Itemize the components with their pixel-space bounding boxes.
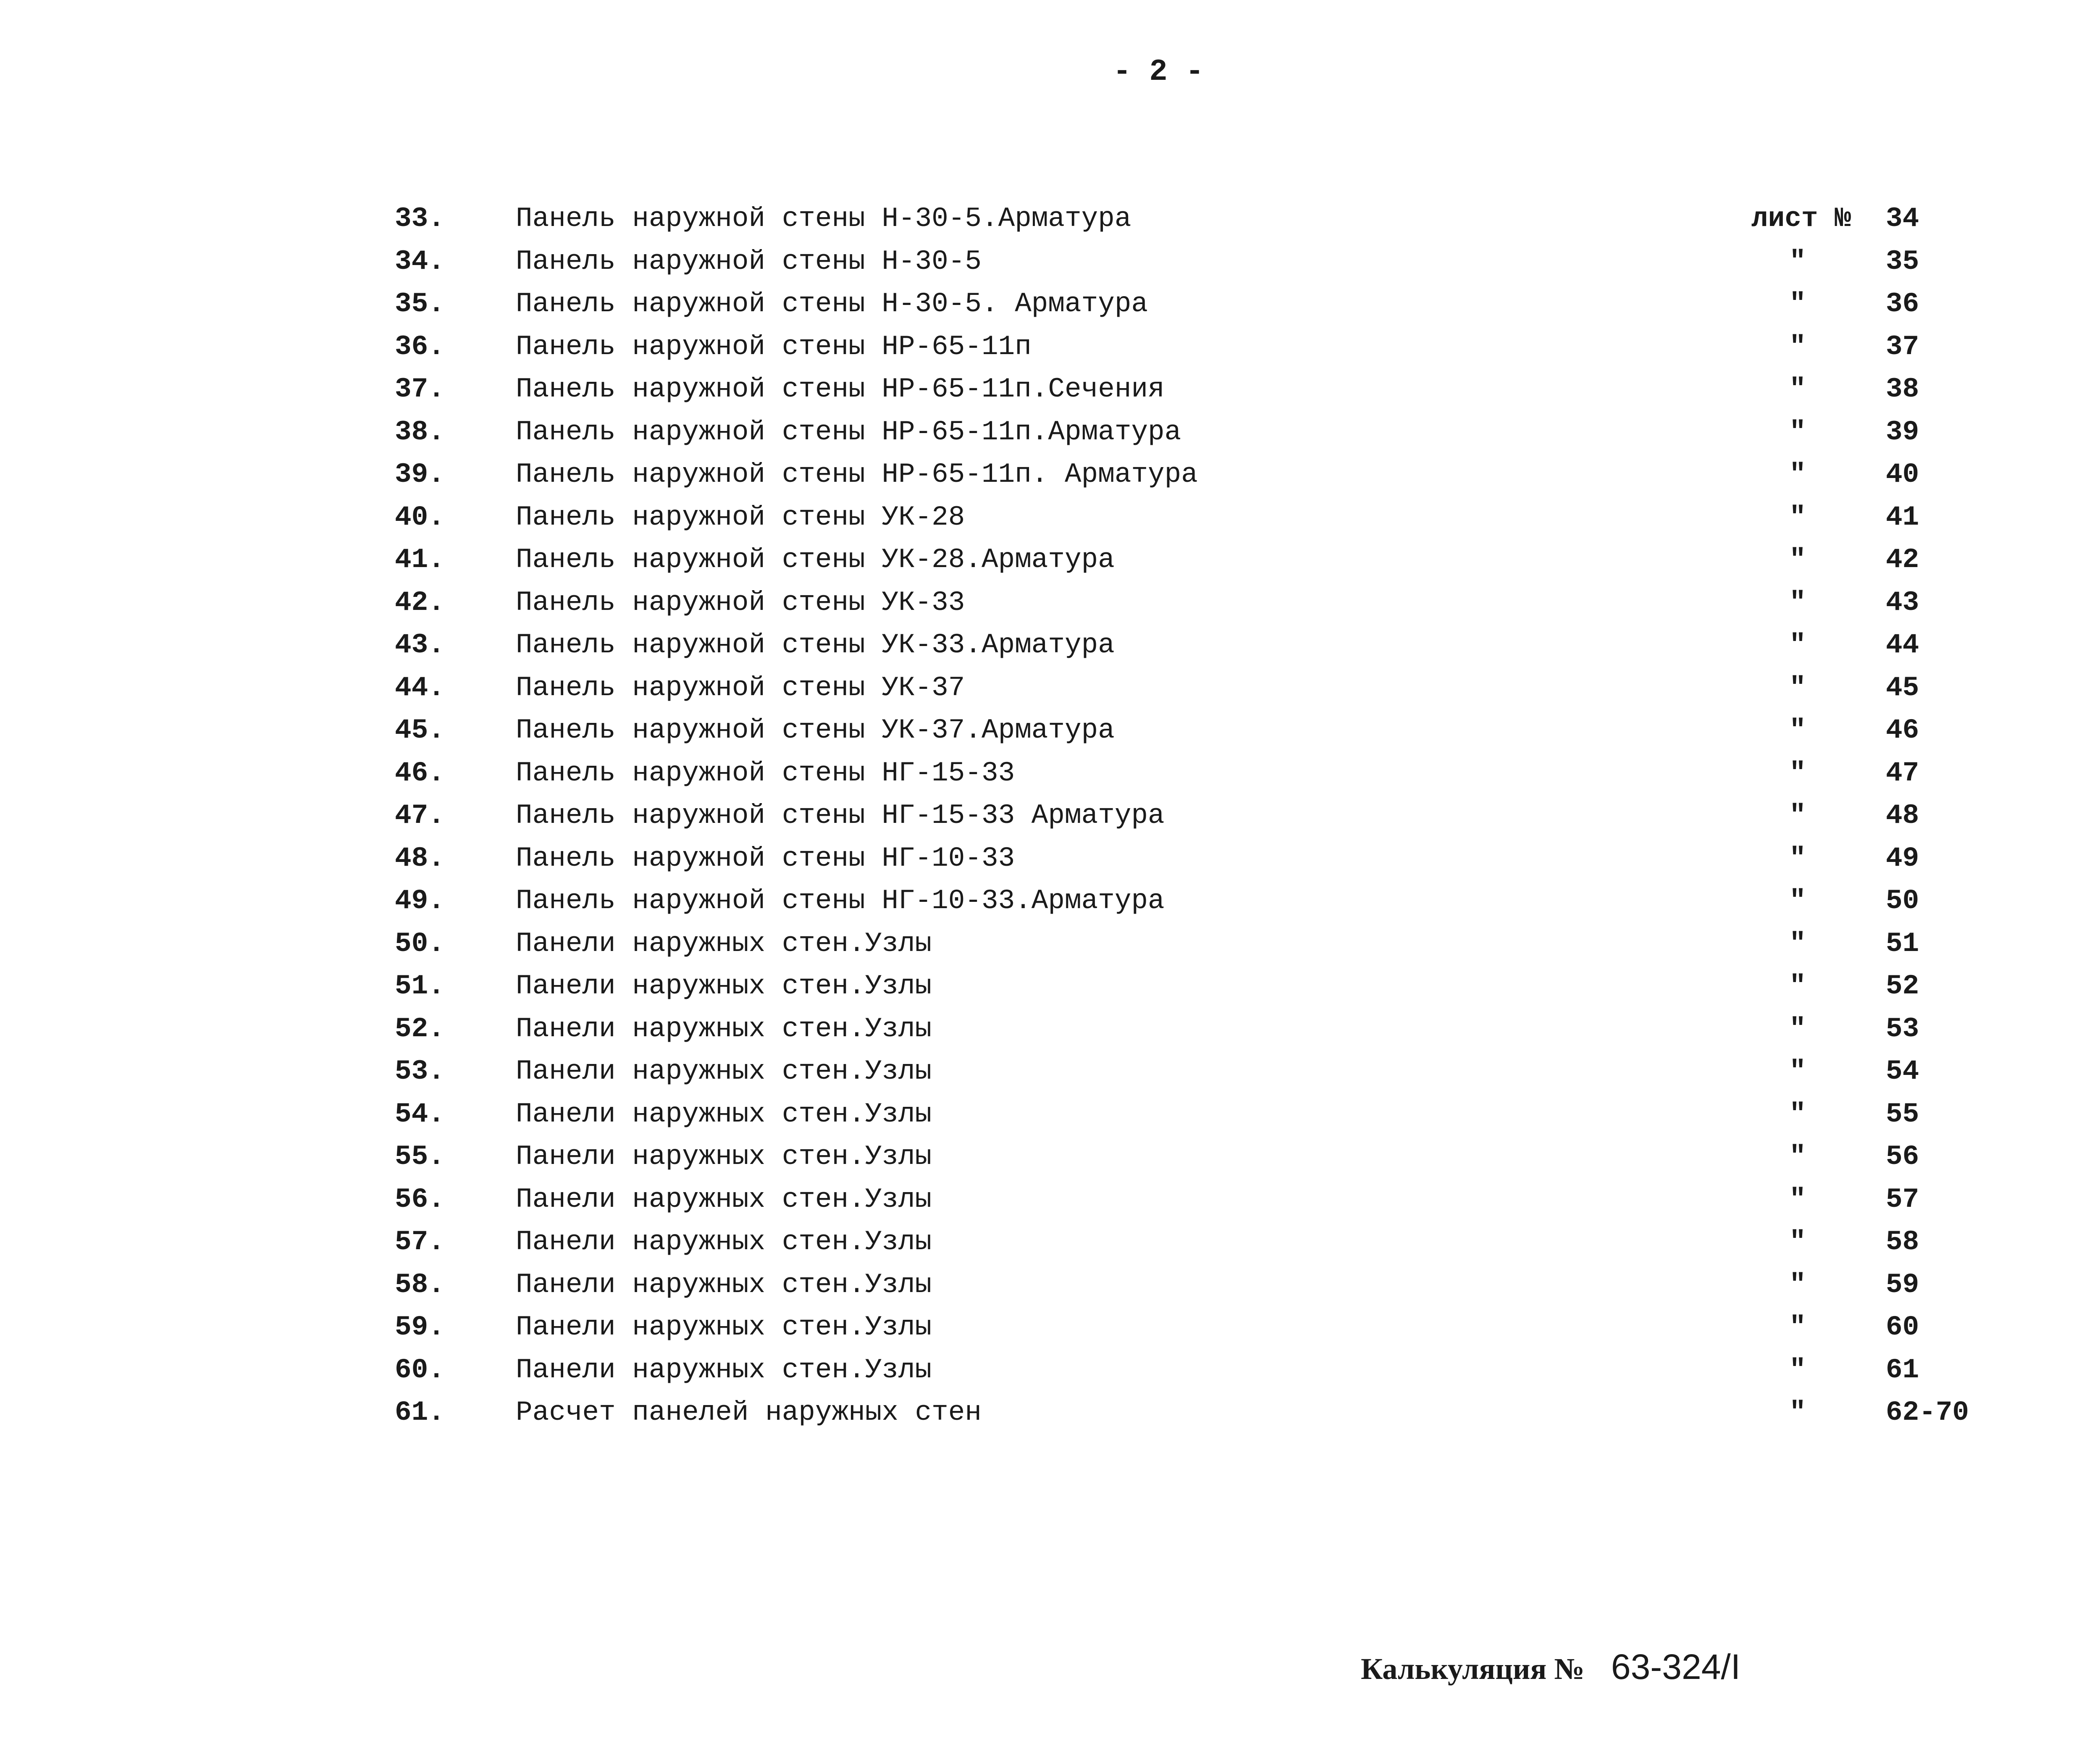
list-item: [0, 1135, 2100, 1178]
ditto-mark: ": [1789, 715, 1806, 746]
list-item: [0, 922, 2100, 965]
ditto-mark: ": [1789, 331, 1806, 363]
list-item: [0, 539, 2100, 581]
list-item: [0, 1391, 2100, 1434]
item-number: 41.: [395, 544, 445, 575]
list-item: [0, 1008, 2100, 1051]
item-number: 34.: [395, 245, 445, 277]
sheet-number: 39: [1886, 416, 1919, 448]
item-number: 35.: [395, 288, 445, 320]
ditto-mark: ": [1789, 586, 1806, 618]
item-title: Панель наружной стены УК-28: [516, 501, 965, 533]
ditto-mark: ": [1789, 757, 1806, 789]
ditto-mark: ": [1789, 800, 1806, 831]
ditto-mark: ": [1789, 885, 1806, 917]
list-item: [0, 283, 2100, 326]
ditto-mark: ": [1789, 1226, 1806, 1258]
list-item: [0, 794, 2100, 837]
ditto-mark: ": [1789, 672, 1806, 704]
sheet-number: 46: [1886, 715, 1919, 746]
ditto-mark: ": [1789, 245, 1806, 277]
item-title: Панель наружной стены УК-28.Арматура: [516, 544, 1115, 575]
item-number: 50.: [395, 927, 445, 959]
sheet-number: 42: [1886, 544, 1919, 575]
document-footer: [1361, 1647, 1740, 1688]
item-number: 59.: [395, 1311, 445, 1343]
list-item: [0, 453, 2100, 496]
item-title: Панели наружных стен.Узлы: [516, 1141, 932, 1172]
ditto-mark: ": [1789, 1354, 1806, 1386]
ditto-mark: лист №: [1751, 203, 1851, 234]
item-number: 48.: [395, 842, 445, 874]
ditto-mark: ": [1789, 1141, 1806, 1172]
ditto-mark: ": [1789, 1311, 1806, 1343]
list-item: [0, 1050, 2100, 1093]
list-item: [0, 752, 2100, 795]
ditto-mark: ": [1789, 1269, 1806, 1300]
list-item: [0, 965, 2100, 1008]
item-number: 40.: [395, 501, 445, 533]
item-number: 33.: [395, 203, 445, 234]
list-item: [0, 1306, 2100, 1349]
sheet-number: 56: [1886, 1141, 1919, 1172]
sheet-number: 50: [1886, 885, 1919, 917]
item-title: Панели наружных стен.Узлы: [516, 1226, 932, 1258]
item-title: Панели наружных стен.Узлы: [516, 970, 932, 1002]
item-number: 53.: [395, 1056, 445, 1087]
item-title: Панель наружной стены НГ-10-33: [516, 842, 1015, 874]
list-item: [0, 240, 2100, 283]
item-number: 43.: [395, 629, 445, 661]
item-title: Панель наружной стены УК-37: [516, 672, 965, 704]
item-title: Панели наружных стен.Узлы: [516, 1354, 932, 1386]
sheet-number: 58: [1886, 1226, 1919, 1258]
item-number: 61.: [395, 1397, 445, 1428]
item-number: 38.: [395, 416, 445, 448]
list-item: [0, 326, 2100, 368]
sheet-number: 38: [1886, 373, 1919, 405]
sheet-number: 47: [1886, 757, 1919, 789]
contents-list: [0, 197, 2100, 1434]
item-title: Панели наружных стен.Узлы: [516, 927, 932, 959]
ditto-mark: ": [1789, 544, 1806, 575]
item-number: 55.: [395, 1141, 445, 1172]
sheet-number: 34: [1886, 203, 1919, 234]
sheet-number: 48: [1886, 800, 1919, 831]
item-title: Панель наружной стены НР-65-11п.Сечения: [516, 373, 1165, 405]
item-title: Панель наружной стены НР-65-11п: [516, 331, 1032, 363]
list-item: [0, 1264, 2100, 1306]
ditto-mark: ": [1789, 1183, 1806, 1215]
sheet-number: 52: [1886, 970, 1919, 1002]
sheet-number: 36: [1886, 288, 1919, 320]
list-item: [0, 496, 2100, 539]
calculation-code: 63-324/I: [1611, 1647, 1741, 1686]
sheet-number: 49: [1886, 842, 1919, 874]
page-number: - 2 -: [1113, 55, 1204, 89]
sheet-number: 37: [1886, 331, 1919, 363]
item-number: 51.: [395, 970, 445, 1002]
ditto-mark: ": [1789, 629, 1806, 661]
item-title: Панель наружной стены УК-37.Арматура: [516, 715, 1115, 746]
item-number: 60.: [395, 1354, 445, 1386]
sheet-number: 35: [1886, 245, 1919, 277]
item-number: 47.: [395, 800, 445, 831]
list-item: [0, 411, 2100, 454]
item-number: 57.: [395, 1226, 445, 1258]
list-item: [0, 1093, 2100, 1136]
item-title: Панели наружных стен.Узлы: [516, 1311, 932, 1343]
sheet-number: 59: [1886, 1269, 1919, 1300]
item-title: Панели наружных стен.Узлы: [516, 1056, 932, 1087]
ditto-mark: ": [1789, 1397, 1806, 1428]
item-title: Панель наружной стены НГ-15-33 Арматура: [516, 800, 1165, 831]
item-title: Панели наружных стен.Узлы: [516, 1098, 932, 1130]
item-number: 54.: [395, 1098, 445, 1130]
ditto-mark: ": [1789, 842, 1806, 874]
list-item: [0, 1178, 2100, 1221]
list-item: [0, 880, 2100, 922]
item-title: Панель наружной стены НР-65-11п.Арматура: [516, 416, 1181, 448]
sheet-number: 57: [1886, 1183, 1919, 1215]
item-title: Панель наружной стены УК-33: [516, 586, 965, 618]
item-title: Панели наружных стен.Узлы: [516, 1183, 932, 1215]
item-title: Панели наружных стен.Узлы: [516, 1013, 932, 1045]
sheet-number: 54: [1886, 1056, 1919, 1087]
item-number: 56.: [395, 1183, 445, 1215]
sheet-number: 55: [1886, 1098, 1919, 1130]
list-item: [0, 581, 2100, 624]
item-number: 52.: [395, 1013, 445, 1045]
list-item: [0, 837, 2100, 880]
item-number: 58.: [395, 1269, 445, 1300]
item-title: Панель наружной стены Н-30-5. Арматура: [516, 288, 1148, 320]
item-title: Расчет панелей наружных стен: [516, 1397, 982, 1428]
sheet-number: 53: [1886, 1013, 1919, 1045]
calculation-label: Калькуляция №: [1361, 1652, 1585, 1686]
list-item: [0, 368, 2100, 411]
list-item: [0, 197, 2100, 240]
list-item: [0, 667, 2100, 709]
item-number: 37.: [395, 373, 445, 405]
ditto-mark: ": [1789, 416, 1806, 448]
item-title: Панель наружной стены НГ-10-33.Арматура: [516, 885, 1165, 917]
item-number: 36.: [395, 331, 445, 363]
sheet-number: 60: [1886, 1311, 1919, 1343]
list-item: [0, 1221, 2100, 1264]
ditto-mark: ": [1789, 501, 1806, 533]
item-number: 46.: [395, 757, 445, 789]
sheet-number: 44: [1886, 629, 1919, 661]
sheet-number: 41: [1886, 501, 1919, 533]
item-title: Панель наружной стены НР-65-11п. Арматура: [516, 459, 1198, 490]
sheet-number: 43: [1886, 586, 1919, 618]
item-title: Панели наружных стен.Узлы: [516, 1269, 932, 1300]
list-item: [0, 624, 2100, 667]
ditto-mark: ": [1789, 970, 1806, 1002]
item-title: Панель наружной стены НГ-15-33: [516, 757, 1015, 789]
sheet-number: 45: [1886, 672, 1919, 704]
item-number: 44.: [395, 672, 445, 704]
sheet-number: 61: [1886, 1354, 1919, 1386]
ditto-mark: ": [1789, 459, 1806, 490]
item-number: 39.: [395, 459, 445, 490]
ditto-mark: ": [1789, 927, 1806, 959]
list-item: [0, 1349, 2100, 1392]
item-title: Панель наружной стены Н-30-5: [516, 245, 982, 277]
ditto-mark: ": [1789, 1056, 1806, 1087]
ditto-mark: ": [1789, 1098, 1806, 1130]
item-title: Панель наружной стены УК-33.Арматура: [516, 629, 1115, 661]
item-number: 49.: [395, 885, 445, 917]
ditto-mark: ": [1789, 373, 1806, 405]
item-number: 45.: [395, 715, 445, 746]
item-title: Панель наружной стены Н-30-5.Арматура: [516, 203, 1131, 234]
item-number: 42.: [395, 586, 445, 618]
ditto-mark: ": [1789, 1013, 1806, 1045]
sheet-number: 62-70: [1886, 1397, 1969, 1428]
sheet-number: 40: [1886, 459, 1919, 490]
ditto-mark: ": [1789, 288, 1806, 320]
sheet-number: 51: [1886, 927, 1919, 959]
list-item: [0, 709, 2100, 752]
